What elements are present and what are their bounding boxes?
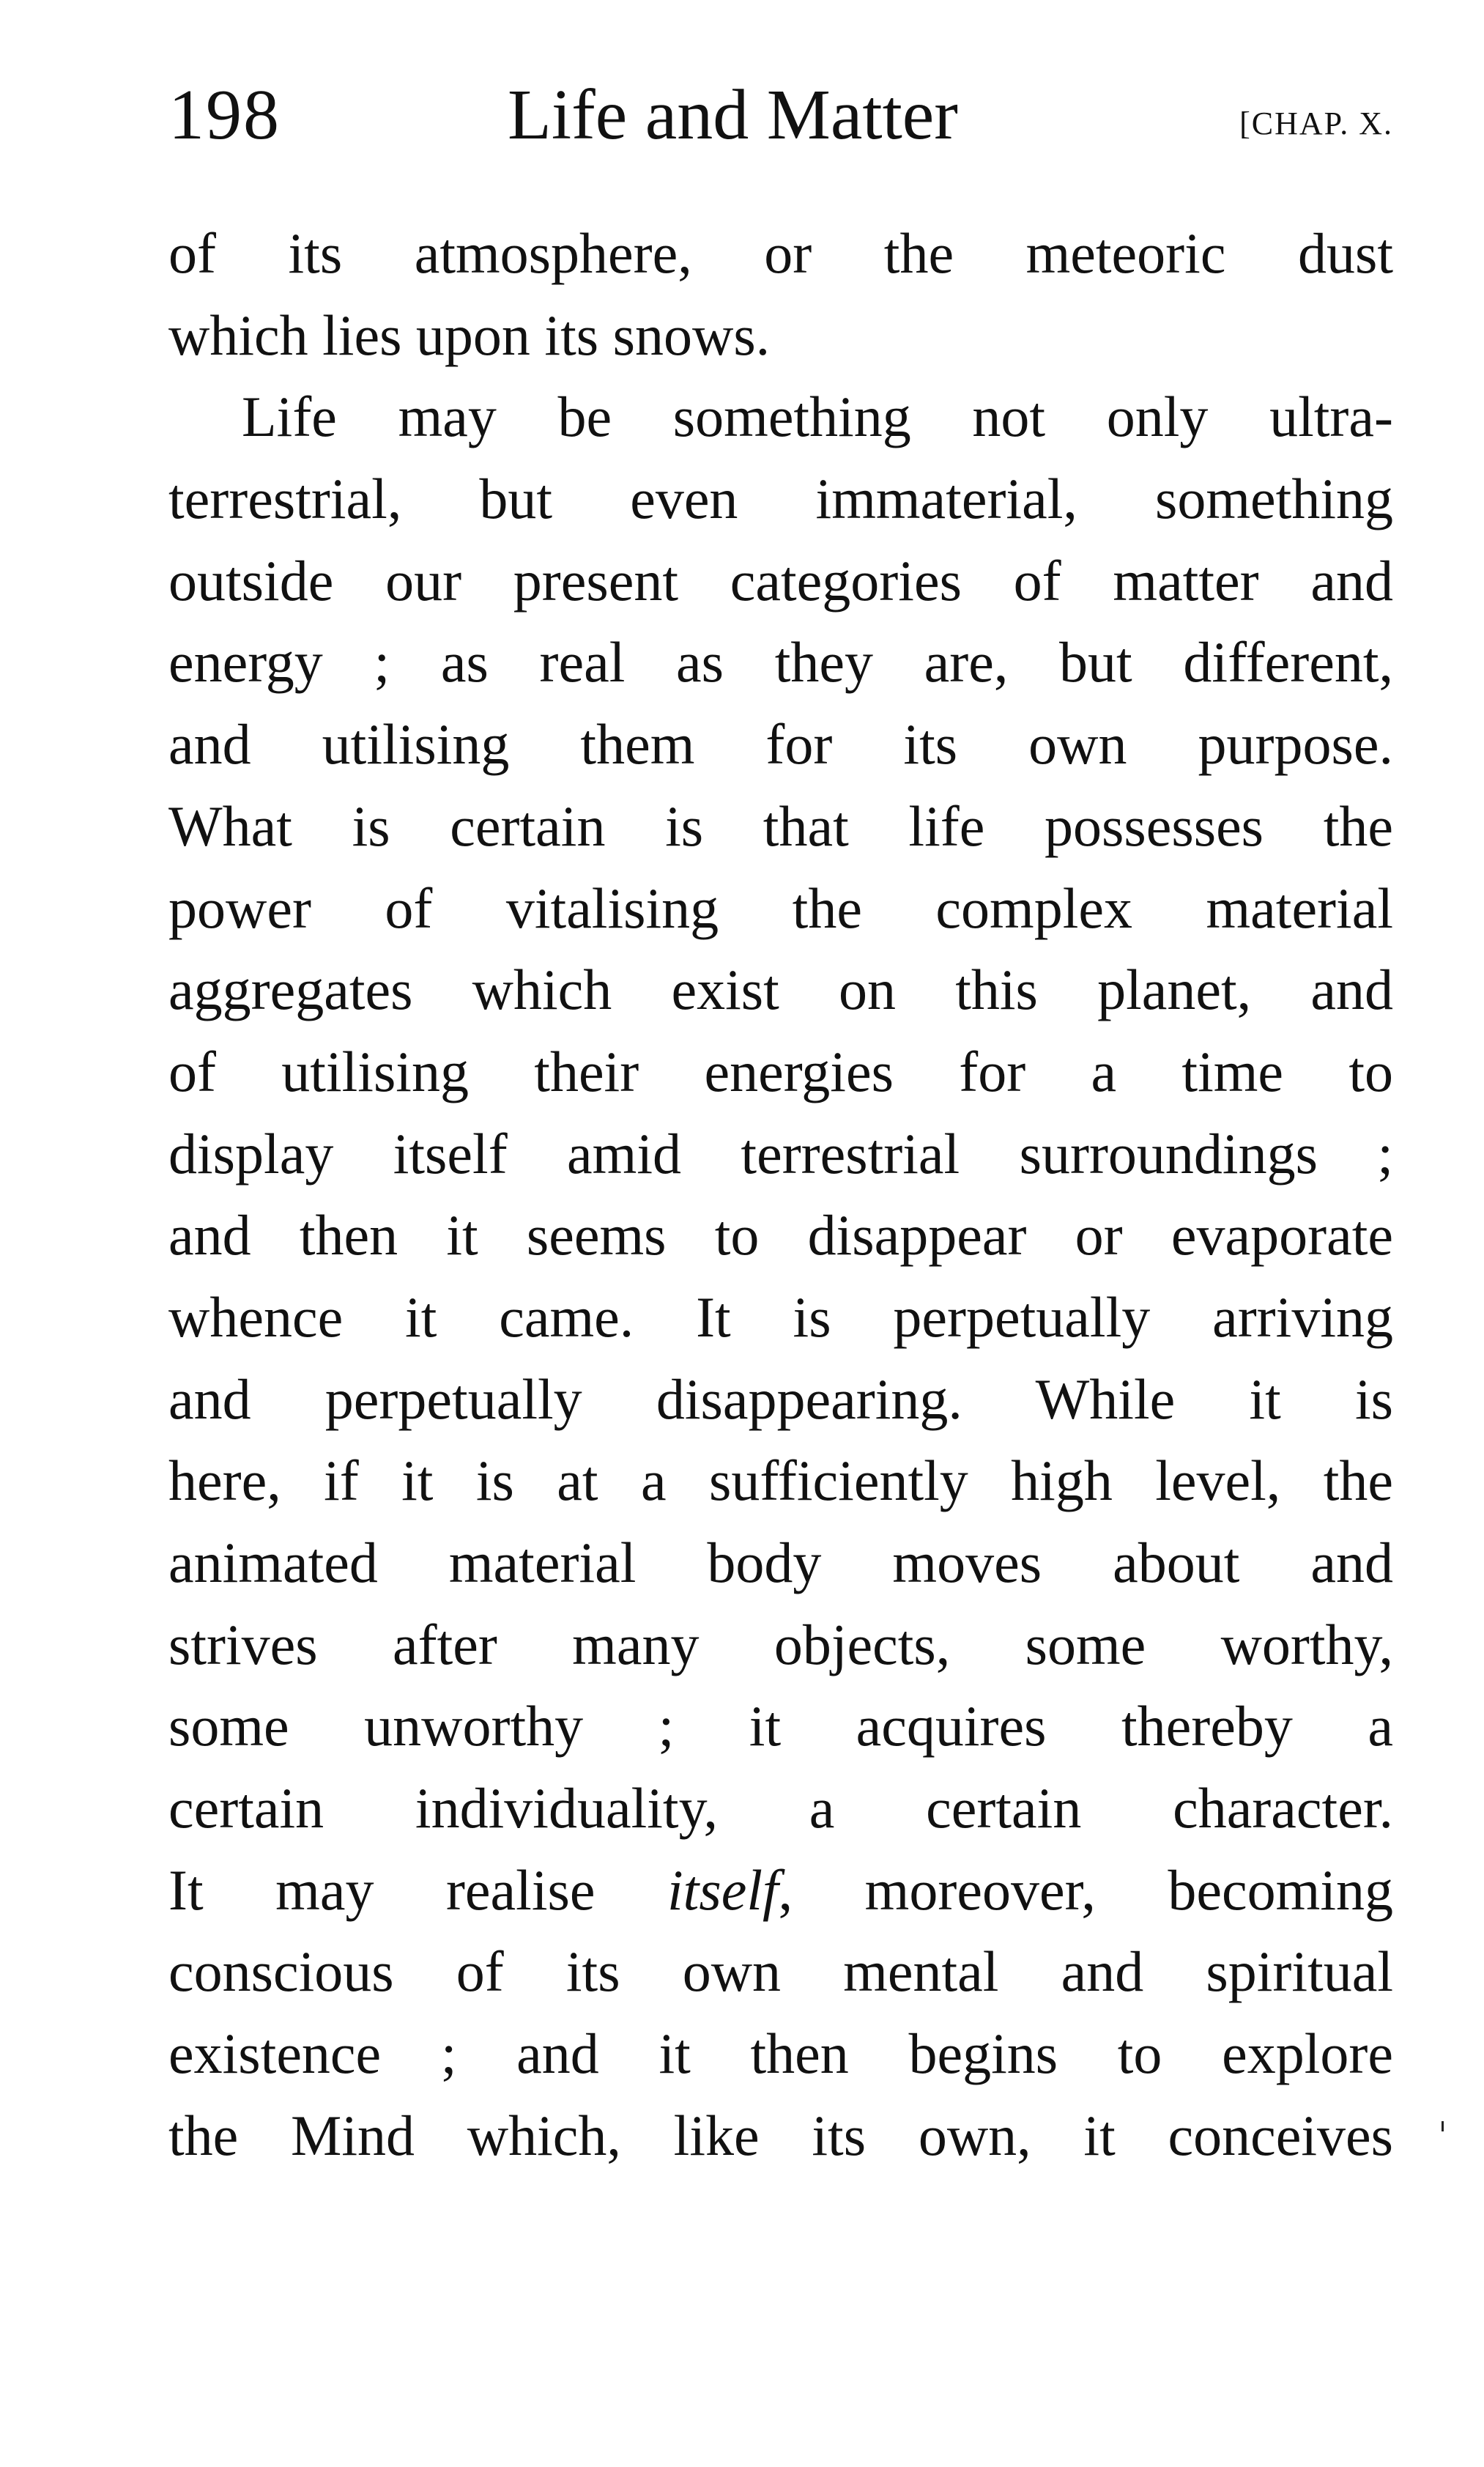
text-line: the Mind which, like its own, it conceives [168, 2103, 1393, 2167]
text-line: terrestrial, but even immaterial, something [168, 467, 1393, 531]
text-line: and perpetually disappearing. While it is [168, 1366, 1393, 1431]
text-line: and utilising them for its own purpose. [168, 712, 1393, 777]
text-line: here, if it is at a sufficiently high level, the [168, 1449, 1393, 1513]
body-text [168, 212, 1393, 2177]
text-line: power of vitalising the complex material [168, 876, 1393, 940]
page-number: 198 [168, 75, 281, 155]
text-line: What is certain is that life possesses the [168, 794, 1393, 858]
text-segment: It may realise [168, 1857, 596, 1922]
page-header [168, 67, 1393, 163]
paragraph-first-line: Life may be something not only ultra- [242, 385, 1393, 449]
text-line: whence it came. It is perpetually arriving [168, 1284, 1393, 1349]
text-line: strives after many objects, some worthy, [168, 1612, 1393, 1676]
text-line: existence ; and it then begins to explore [168, 2022, 1393, 2086]
text-line: and then it seems to disappear or evaporate [168, 1203, 1393, 1268]
text-segment: , moreover, becoming [778, 1857, 1394, 1922]
text-line: aggregates which exist on this planet, and [168, 958, 1393, 1022]
running-title: Life and Matter [508, 75, 958, 155]
text-line: outside our present categories of matter and [168, 548, 1393, 613]
italic-word: itself [667, 1857, 779, 1922]
text-line: energy ; as real as they are, but different, [168, 630, 1393, 695]
text-line: of utilising their energies for a time to [168, 1039, 1393, 1103]
print-speck [1442, 2121, 1444, 2131]
text-line: of its atmosphere, or the meteoric dust [168, 221, 1393, 285]
text-line: certain individuality, a certain character. [168, 1776, 1393, 1841]
text-line: which lies upon its snows. [168, 303, 771, 367]
text-line: animated material body moves about and [168, 1531, 1393, 1594]
text-line: display itself amid terrestrial surroundings ; [168, 1121, 1393, 1186]
text-line: some unworthy ; it acquires thereby a [168, 1694, 1393, 1758]
chapter-label: [CHAP. X. [1239, 106, 1393, 141]
text-line: conscious of its own mental and spiritual [168, 1939, 1393, 2004]
text-line-with-italic [168, 1849, 1393, 1931]
